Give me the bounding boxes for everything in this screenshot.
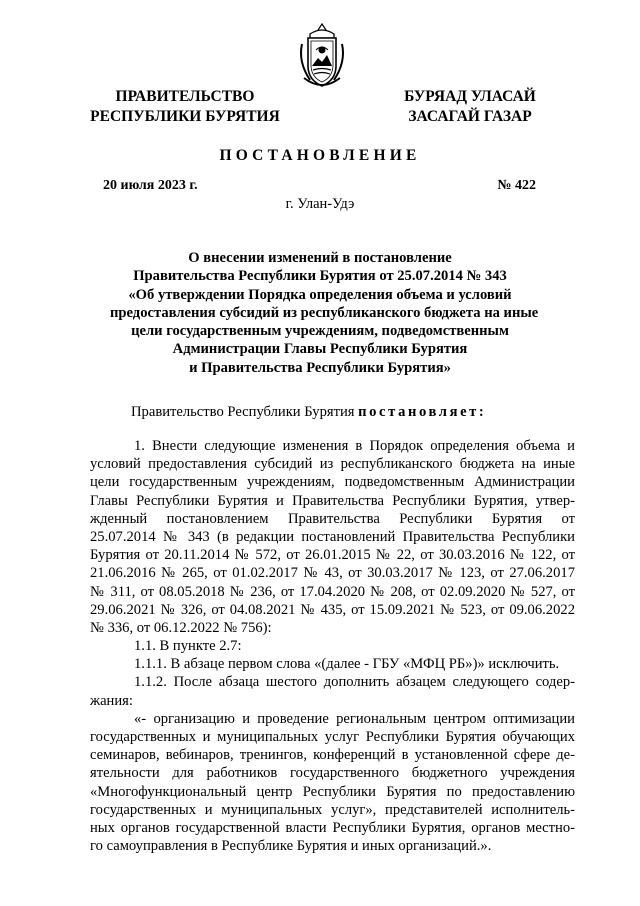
quote-line: семинаров, вебинаров, тренингов, конференций в установленной сфере де- [90, 747, 575, 764]
item-1-1-2-line: 1.1.2. После абзаца шестого дополнить абзацем следующего содер- [134, 674, 575, 691]
title-line: Администрации Главы Республики Бурятия [172, 341, 468, 358]
quote-line: ных органов государственной власти Республики Бурятия, органов местно- [90, 819, 575, 836]
paragraph-1-line: цели государственным учреждениям, подведомственным Администрации [90, 474, 575, 491]
document-type-heading: ПОСТАНОВЛЕНИЕ [219, 147, 421, 164]
title-line: «Об утверждении Порядка определения объема и условий [128, 286, 512, 303]
quote-line: государственных и муниципальных услуг», представителей исполнитель- [90, 801, 575, 818]
paragraph-1-line: 29.06.2021 № 326, от 04.08.2021 № 435, от 15.09.2021 № 523, от 09.06.2022 [90, 601, 575, 618]
paragraph-1-line: № 336, от 06.12.2022 № 756): [90, 619, 272, 636]
header-left-block [80, 87, 290, 127]
header-right-line-1: БУРЯАД УЛАСАЙ [404, 88, 536, 105]
paragraph-1-line: № 311, от 08.05.2018 № 236, от 17.04.2020 № 208, от 02.09.2020 № 527, от [90, 583, 575, 600]
item-1-1: 1.1. В пункте 2.7: [134, 638, 242, 655]
header-right-line-2: ЗАСАГАЙ ГАЗАР [408, 108, 532, 125]
header-left-line-2: РЕСПУБЛИКИ БУРЯТИЯ [90, 108, 280, 125]
lead-sentence [131, 403, 581, 421]
quote-line: ятельности для работников государственного бюджетного учреждения [90, 765, 575, 782]
paragraph-1-line: 25.07.2014 № 343 (в редакции постановлений Правительства Республики [90, 528, 575, 545]
document-city: г. Улан-Удэ [285, 196, 355, 212]
paragraph-1-line: условий предоставления субсидий из республиканского бюджета на иные [90, 456, 575, 473]
title-line: цели государственным учреждениям, подведомственным [131, 323, 509, 340]
body-text [90, 437, 575, 855]
header-right-block [385, 87, 555, 127]
item-1-1-2-line: жания: [90, 692, 133, 709]
quote-line: государственных и муниципальных услуг Республики Бурятия обучающих [90, 729, 575, 745]
title-line: О внесении изменений в постановление [188, 250, 452, 266]
item-1-1-1: 1.1.1. В абзаце первом слова «(далее - ГБУ «МФЦ РБ»)» исключить. [134, 656, 560, 673]
title-line: предоставления субсидий из республиканского бюджета на иные [110, 304, 539, 321]
lead-emphasis: постановляет: [358, 404, 487, 420]
title-line: и Правительства Республики Бурятия» [189, 359, 451, 376]
document-number: № 422 [497, 178, 536, 193]
lead-text: Правительство Республики Бурятия [131, 404, 359, 420]
title-line: Правительства Республики Бурятия от 25.07.2014 № 343 [133, 268, 507, 285]
quote-line: го самоуправления в Республике Бурятия и иных организаций.». [90, 838, 492, 855]
paragraph-1-line: жденный постановлением Правительства Республики Бурятия от [90, 510, 575, 527]
paragraph-1-line: Бурятия от 20.11.2014 № 572, от 26.01.2015 № 22, от 30.03.2016 № 122, от [90, 547, 575, 564]
quote-line: «Многофункциональный центр Республики Бурятия по предоставлению [90, 783, 575, 800]
document-title [110, 249, 539, 377]
quote-line: «- организацию и проведение региональным центром оптимизации [134, 710, 575, 727]
coat-of-arms-emblem [296, 22, 348, 90]
paragraph-1-line: Главы Республики Бурятия и Правительства Республики Бурятия, утвер- [90, 492, 575, 509]
paragraph-1-line: 1. Внести следующие изменения в Порядок определения объема и [134, 438, 575, 454]
paragraph-1-line: 21.06.2016 № 265, от 01.02.2017 № 43, от 30.03.2017 № 123, от 27.06.2017 [90, 565, 575, 582]
header-left-line-1: ПРАВИТЕЛЬСТВО [115, 88, 255, 105]
document-date: 20 июля 2023 г. [103, 178, 198, 193]
